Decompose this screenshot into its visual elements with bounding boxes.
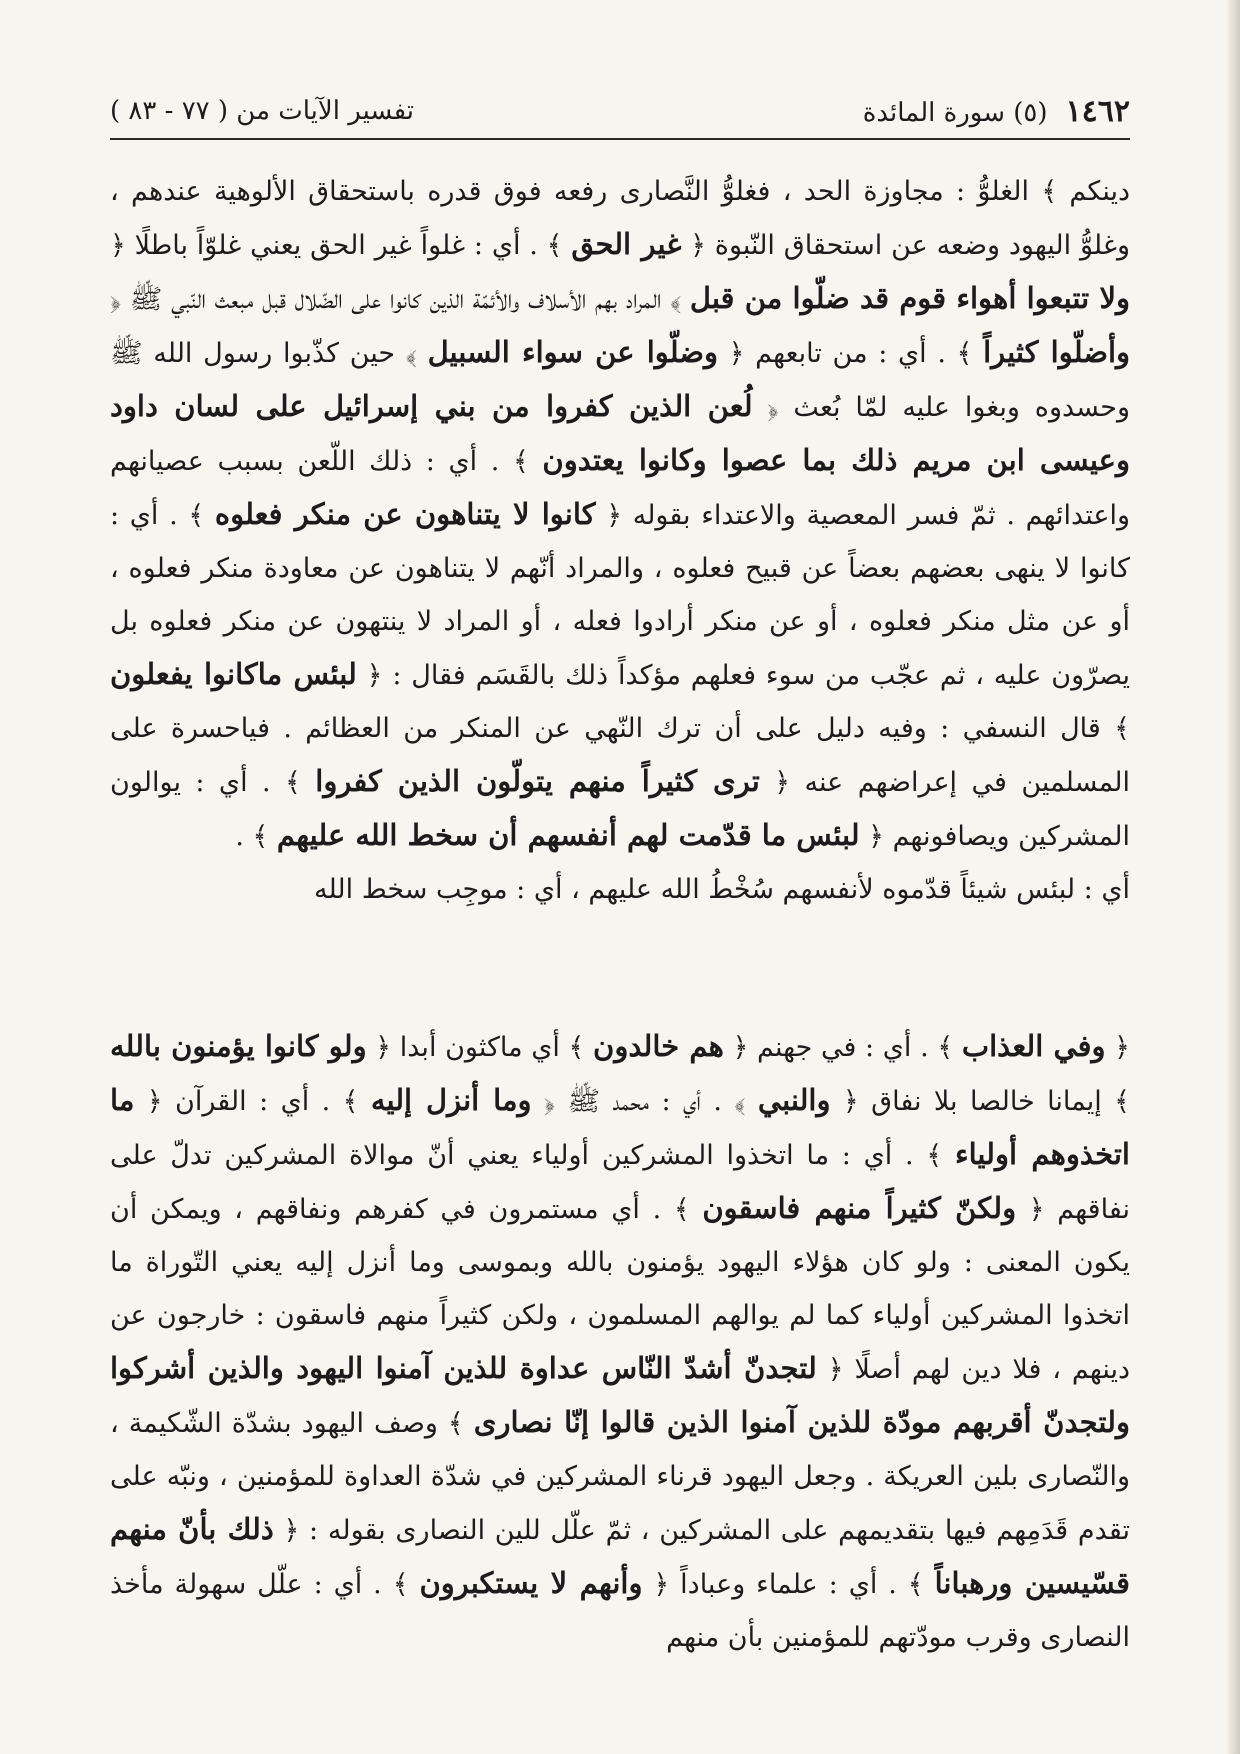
- commentary-text: ﴾ . أي : ذلك اللّعن بسبب عصيانهم واعتدائهم . ثمّ فسر المعصية والاعتداء بقوله ﴿: [110, 446, 1131, 531]
- commentary-text: ﴾ إيمانا خالصا بلا نفاق ﴿: [830, 1086, 1130, 1117]
- verse-quote: غير الحق: [571, 227, 682, 261]
- commentary-text: ﴾ . أي : محمد ﷺ ﴿: [531, 1086, 758, 1117]
- commentary-text: أي : لبئس شيئاً قدّموه لأنفسهم سُخْطُ الله عليهم ، أي : موجِب سخط الله: [314, 874, 1130, 905]
- commentary-text: ﴾ . أي : علّل سهولة مأخذ النصارى وقرب مودّتهم للمؤمنين بأن منهم: [110, 1569, 1130, 1653]
- commentary-text: ﴾ . أي : ما اتخذوا المشركين أولياء يعني أنّ موالاة المشركين تدلّ على نفاقهم ﴿: [110, 1140, 1130, 1225]
- verse-quote: وما أنزل إليه: [370, 1083, 532, 1117]
- commentary-text: ﴾ قال النسفي : وفيه دليل على أن ترك النّهي عن المنكر من العظائم . فياحسرة على المسلمين في إعراضهم عنه ﴿: [110, 713, 1131, 798]
- commentary-text: ﴾ . أي : يوالون المشركين ويصافونهم ﴿: [110, 767, 1130, 852]
- commentary-block-2: [110, 1020, 1130, 1664]
- paragraph: [110, 165, 1130, 863]
- commentary-text: ﴾ . أي : علماء وعباداً ﴿: [642, 1569, 935, 1600]
- verse-quote: ذلك بأنّ منهم قسّيسين ورهباناً: [110, 1512, 1131, 1600]
- verse-quote: لبئس ما قدّمت لهم أنفسهم أن سخط الله عليهم: [276, 818, 860, 852]
- header-divider: [110, 138, 1130, 140]
- commentary-text: ﴾ . أي : غلواً غير الحق يعني غلوّاً باطلًا ﴿: [110, 230, 572, 261]
- verse-quote: ولا تتبعوا أهواء قوم قد ضلّوا من قبل: [689, 281, 1130, 315]
- commentary-text: ﴾ . أي : في جهنم ﴿: [723, 1032, 962, 1063]
- paragraph: [110, 1020, 1130, 1664]
- verse-quote: ولكنّ كثيراً منهم فاسقون: [702, 1191, 1017, 1225]
- page-number: ١٤٦٢: [1065, 94, 1130, 129]
- commentary-text: ﴾ .: [235, 821, 277, 852]
- verse-quote: وضلّوا عن سواء السبيل: [427, 335, 718, 369]
- commentary-text: ﴾ . أي : كانوا لا ينهى بعضهم بعضاً عن قبيح فعلوه ، والمراد أنّهم لا يتناهون عن معاودة منكر فعلوه ، أو عن مثل منكر فعلوه ، أو عن منكر أرادوا فعله ، أو المراد لا ينتهون عن منكر فعلوه بل يصرّون عليه ، ثم عجّب من سوء فعلهم مؤكداً ذلك بالقَسَم فقال : ﴿: [110, 500, 1130, 691]
- commentary-text: ﴾ . أي مستمرون في كفرهم ونفاقهم ، ويمكن أن يكون المعنى : ولو كان هؤلاء اليهود يؤمنون بالله وبموسى وما أنزل إليه يعني التّوراة ما اتخذوا المشركين أولياء كما لم يوالهم المسلمون ، ولكن كثيراً منهم فاسقون : خارجون عن دينهم ، فلا دين لهم أصلًا ﴿: [110, 1194, 1131, 1385]
- paragraph: [110, 863, 1130, 916]
- verse-quote: كانوا لا يتناهون عن منكر فعلوه: [214, 497, 596, 531]
- verse-quote: ما اتخذوهم أولياء: [110, 1083, 1130, 1171]
- page-edge-shadow: [1226, 0, 1240, 1754]
- header-right: [863, 94, 1130, 129]
- verse-quote: وفي العذاب: [961, 1029, 1106, 1063]
- surah-name: (٥) سورة المائدة: [862, 98, 1048, 128]
- verse-quote: لبئس ماكانوا يفعلون: [110, 657, 357, 691]
- verse-quote: والنبي: [757, 1083, 831, 1117]
- commentary-text: ﴾ حين كذّبوا رسول الله ﷺ وحسدوه وبغوا عليه لمّا بُعث ﴿: [110, 338, 1130, 423]
- commentary-text: ﴾ المراد بهم الأسلاف والأئمّة الذين كانوا على الضّلال قبل مبعث النّبي ﷺ ﴿: [110, 284, 690, 315]
- running-header: [110, 80, 1130, 140]
- commentary-text: ﴿: [1105, 1032, 1130, 1063]
- section-title: تفسير الآيات من ( ٧٧ - ٨٣ ): [110, 96, 415, 126]
- verse-quote: ولو كانوا يؤمنون بالله: [110, 1029, 367, 1063]
- commentary-text: ﴾ . أي : من تابعهم ﴿: [718, 338, 984, 369]
- verse-quote: وأضلّوا كثيراً: [983, 335, 1131, 369]
- verse-quote: وأنهم لا يستكبرون: [419, 1566, 643, 1600]
- commentary-text: ﴾ أي ماكثون أبدا ﴿: [366, 1032, 594, 1063]
- verse-quote: هم خالدون: [593, 1029, 724, 1063]
- commentary-text: ﴾ وصف اليهود بشدّة الشّكيمة ، والنّصارى بلين العريكة . وجعل اليهود قرناء المشركين في شدّة العداوة للمؤمنين ، ونبّه على تقدم قَدَمِهم فيها بتقديمهم على المشركين ، ثمّ علّل للين النصارى بقوله : ﴿: [110, 1408, 1130, 1546]
- verse-quote: لُعن الذين كفروا من بني إسرائيل على لسان داود وعيسى ابن مريم ذلك بما عصوا وكانوا يعتدون: [110, 389, 1130, 477]
- commentary-text: ﴾ . أي : القرآن ﴿: [134, 1086, 371, 1117]
- commentary-block-1: [110, 165, 1130, 916]
- commentary-text: دينكم ﴾ الغلوُّ : مجاوزة الحد ، فغلوُّ النَّصارى رفعه فوق قدره باستحقاق الألوهية عندهم ، وغلوُّ اليهود وضعه عن استحقاق النّبوة ﴿: [110, 176, 1130, 261]
- verse-quote: لتجدنّ أشدّ النّاس عداوة للذين آمنوا اليهود والذين أشركوا ولتجدنّ أقربهم مودّة للذين آمنوا الذين قالوا إنّا نصارى: [110, 1351, 1130, 1439]
- verse-quote: ترى كثيراً منهم يتولّون الذين كفروا: [315, 764, 760, 798]
